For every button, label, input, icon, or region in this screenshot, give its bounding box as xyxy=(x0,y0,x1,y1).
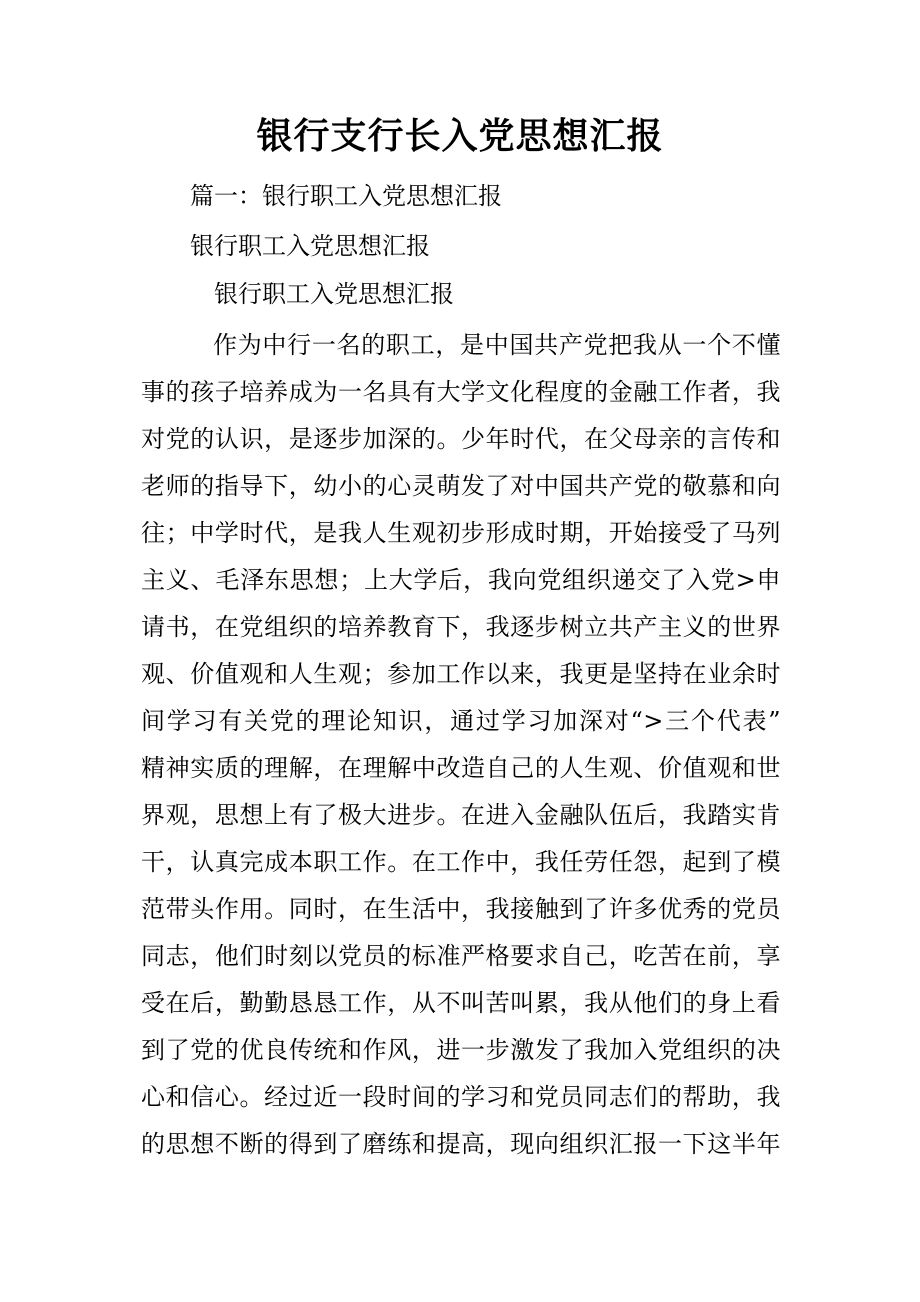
body-line: 受在后，勤勤恳恳工作，从不叫苦叫累，我从他们的身上看 xyxy=(141,989,781,1017)
body-line: 同志，他们时刻以党员的标准严格要求自己，吃苦在前，享 xyxy=(141,942,781,970)
document-title: 银行支行长入党思想汇报 xyxy=(256,115,664,157)
body-line: 界观，思想上有了极大进步。在进入金融队伍后，我踏实肯 xyxy=(141,801,781,829)
body-line: 对党的认识，是逐步加深的。少年时代，在父母亲的言传和 xyxy=(141,425,781,453)
article-heading: 银行职工入党思想汇报 xyxy=(214,280,454,308)
body-line: 请书，在党组织的培养教育下，我逐步树立共产主义的世界 xyxy=(141,613,781,641)
body-line: 心和信心。经过近一段时间的学习和党员同志们的帮助，我 xyxy=(141,1083,781,1111)
body-line: 范带头作用。同时，在生活中，我接触到了许多优秀的党员 xyxy=(141,895,781,923)
body-line: 事的孩子培养成为一名具有大学文化程度的金融工作者，我 xyxy=(141,378,781,406)
body-line: 主义、毛泽东思想；上大学后，我向党组织递交了入党>申 xyxy=(141,566,781,594)
body-line: 往；中学时代，是我人生观初步形成时期，开始接受了马列 xyxy=(141,519,781,547)
body-line: 作为中行一名的职工，是中国共产党把我从一个不懂 xyxy=(213,331,781,359)
section-heading: 篇一：银行职工入党思想汇报 xyxy=(190,182,502,210)
body-line: 的思想不断的得到了磨练和提高，现向组织汇报一下这半年 xyxy=(141,1130,781,1158)
body-line: 观、价值观和人生观；参加工作以来，我更是坚持在业余时 xyxy=(141,660,781,688)
body-line: 干，认真完成本职工作。在工作中，我任劳任怨，起到了模 xyxy=(141,848,781,876)
body-paragraph xyxy=(141,322,781,1168)
subsection-heading: 银行职工入党思想汇报 xyxy=(190,232,430,260)
body-line: 老师的指导下，幼小的心灵萌发了对中国共产党的敬慕和向 xyxy=(141,472,781,500)
body-line: 到了党的优良传统和作风，进一步激发了我加入党组织的决 xyxy=(141,1036,781,1064)
body-line: 间学习有关党的理论知识，通过学习加深对“>三个代表” xyxy=(141,707,781,735)
body-line: 精神实质的理解，在理解中改造自己的人生观、价值观和世 xyxy=(141,754,781,782)
